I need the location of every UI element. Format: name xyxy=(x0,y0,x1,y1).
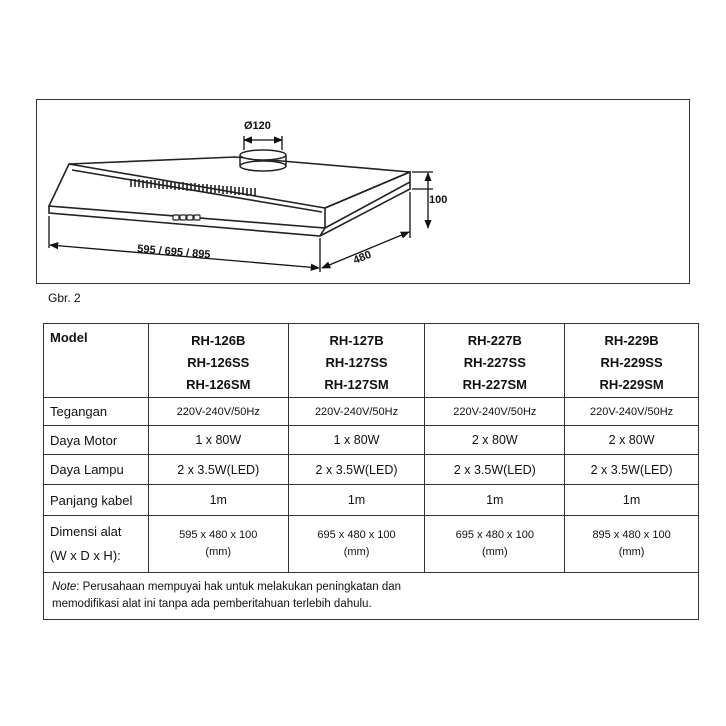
spec-value: 2 x 3.5W(LED) xyxy=(288,455,425,485)
model-name: RH-229SS xyxy=(600,355,663,370)
spec-value: 1m xyxy=(565,485,699,516)
spec-value: 1 x 80W xyxy=(288,426,425,455)
spec-value: 1m xyxy=(288,485,425,516)
row-label: Dimensi alat xyxy=(50,524,122,539)
dimension-cell xyxy=(565,516,699,573)
spec-row-motor-power xyxy=(44,426,699,455)
spec-value: 2 x 3.5W(LED) xyxy=(148,455,288,485)
dimension-cell xyxy=(425,516,565,573)
hood-outline xyxy=(49,157,410,236)
dimension-cell xyxy=(288,516,425,573)
note-text: memodifikasi alat ini tanpa ada pemberitahuan terlebih dahulu. xyxy=(52,598,372,610)
width-label: 595 / 695 / 895 xyxy=(136,243,211,262)
specification-table xyxy=(43,323,699,620)
model-name: RH-127SS xyxy=(325,355,388,370)
figure-caption: Gbr. 2 xyxy=(48,291,81,305)
spec-value: 695 x 480 x 100 xyxy=(317,529,396,541)
unit-label: (mm) xyxy=(343,546,370,558)
model-name: RH-229SM xyxy=(599,377,664,392)
note-row xyxy=(44,573,699,620)
dimension-cell xyxy=(148,516,288,573)
spec-value: 220V-240V/50Hz xyxy=(148,398,288,426)
model-header-label: Model xyxy=(44,324,149,398)
model-name: RH-126B xyxy=(191,333,246,348)
model-cell xyxy=(148,324,288,398)
model-name: RH-227B xyxy=(467,333,522,348)
spec-value: 2 x 80W xyxy=(565,426,699,455)
spec-value: 220V-240V/50Hz xyxy=(425,398,565,426)
spec-value: 1m xyxy=(148,485,288,516)
spec-row-dimensions xyxy=(44,516,699,573)
model-name: RH-127B xyxy=(329,333,384,348)
row-label: Daya Lampu xyxy=(44,455,149,485)
spec-value: 1 x 80W xyxy=(148,426,288,455)
row-label: Panjang kabel xyxy=(44,485,149,516)
spec-value: 220V-240V/50Hz xyxy=(565,398,699,426)
model-name: RH-127SM xyxy=(324,377,389,392)
spec-value: 2 x 80W xyxy=(425,426,565,455)
spec-value: 695 x 480 x 100 xyxy=(455,529,534,541)
unit-label: (mm) xyxy=(481,546,508,558)
spec-value: 220V-240V/50Hz xyxy=(288,398,425,426)
note-prefix: Note xyxy=(52,581,77,593)
spec-row-cable-length xyxy=(44,485,699,516)
note-line xyxy=(52,579,690,596)
depth-label: 480 xyxy=(351,248,374,267)
spec-value: 595 x 480 x 100 xyxy=(179,529,258,541)
model-cell xyxy=(288,324,425,398)
note-text: : Perusahaan mempuyai hak untuk melakukan peningkatan dan xyxy=(76,581,402,593)
model-name: RH-229B xyxy=(604,333,659,348)
model-name: RH-126SM xyxy=(186,377,251,392)
model-name: RH-227SS xyxy=(463,355,526,370)
row-label: Tegangan xyxy=(44,398,149,426)
model-header-row xyxy=(44,324,699,398)
model-cell xyxy=(425,324,565,398)
model-cell xyxy=(565,324,699,398)
duct-diameter-label: Ø120 xyxy=(244,120,271,132)
row-label-dimensions xyxy=(44,516,149,573)
spec-value: 1m xyxy=(425,485,565,516)
row-label: (W x D x H): xyxy=(50,548,121,563)
unit-label: (mm) xyxy=(205,546,232,558)
product-drawing-frame xyxy=(36,99,690,284)
control-buttons xyxy=(173,215,200,220)
spec-value: 895 x 480 x 100 xyxy=(592,529,671,541)
unit-label: (mm) xyxy=(618,546,645,558)
note-cell xyxy=(44,573,699,620)
range-hood-drawing xyxy=(37,100,691,285)
spec-row-lamp-power xyxy=(44,455,699,485)
row-label: Daya Motor xyxy=(44,426,149,455)
spec-value: 2 x 3.5W(LED) xyxy=(425,455,565,485)
spec-value: 2 x 3.5W(LED) xyxy=(565,455,699,485)
spec-row-voltage xyxy=(44,398,699,426)
model-name: RH-227SM xyxy=(462,377,527,392)
height-label: 100 xyxy=(429,194,448,206)
model-name: RH-126SS xyxy=(187,355,250,370)
